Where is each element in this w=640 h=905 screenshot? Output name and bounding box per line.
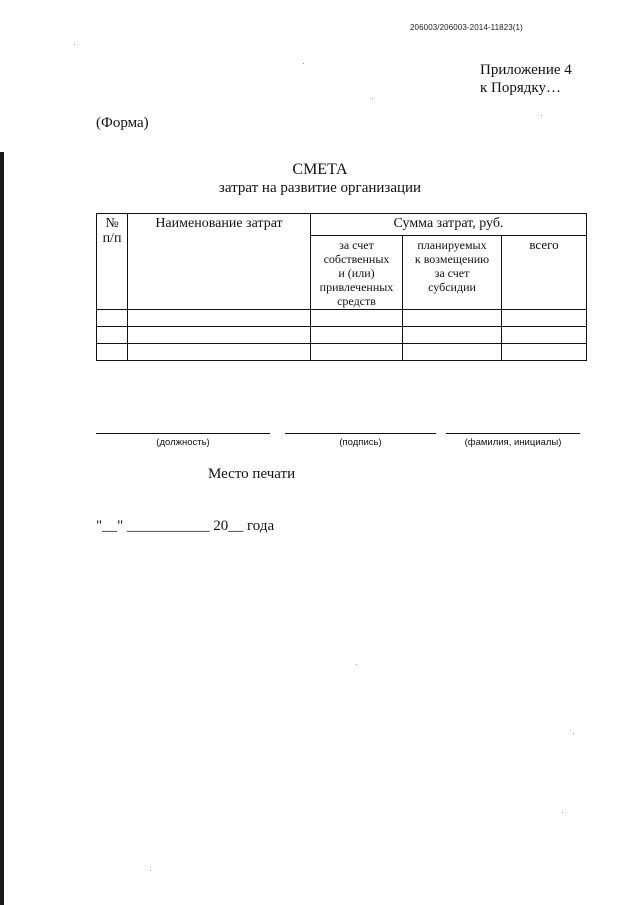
table-row [97, 344, 587, 361]
subheader-total: всего [502, 236, 587, 310]
estimate-table [96, 213, 587, 361]
scan-edge-mark [0, 152, 4, 905]
scan-speck [372, 98, 373, 99]
header-cost-name: Наименование затрат [128, 214, 311, 310]
stamp-place: Место печати [208, 466, 296, 482]
appendix-line-2: к Порядку… [480, 80, 561, 96]
subheader-own-funds: за счет собственных и (или) привлеченных средств [311, 236, 403, 310]
document-title: СМЕТА [292, 161, 348, 178]
appendix-reference [480, 61, 572, 97]
header-cost-sum: Сумма затрат, руб. [311, 214, 587, 236]
scan-speck [573, 733, 574, 734]
appendix-line-1: Приложение 4 [480, 62, 572, 78]
position-signature-line [96, 433, 270, 434]
signature-line [285, 433, 436, 434]
table-header-row [97, 214, 587, 236]
form-note: (Форма) [96, 115, 149, 131]
position-label: (должность) [156, 437, 210, 448]
name-signature-line [446, 433, 580, 434]
table-row [97, 310, 587, 327]
scan-speck [562, 812, 563, 813]
signature-label: (подпись) [339, 437, 382, 448]
name-label: (фамилия, инициалы) [464, 437, 562, 448]
table-row [97, 327, 587, 344]
document-id: 206003/206003-2014-11823(1) [410, 23, 523, 32]
scan-speck [541, 115, 542, 116]
subheader-subsidy: планируемых к возмещению за счет субсидии [403, 236, 502, 310]
scan-speck [150, 870, 151, 871]
scan-speck [74, 44, 75, 45]
scan-speck [303, 63, 304, 64]
date-line: "__" ___________ 20__ года [96, 518, 275, 534]
scan-speck [356, 664, 357, 665]
document-subtitle: затрат на развитие организации [218, 180, 422, 196]
header-number: № п/п [97, 214, 128, 310]
